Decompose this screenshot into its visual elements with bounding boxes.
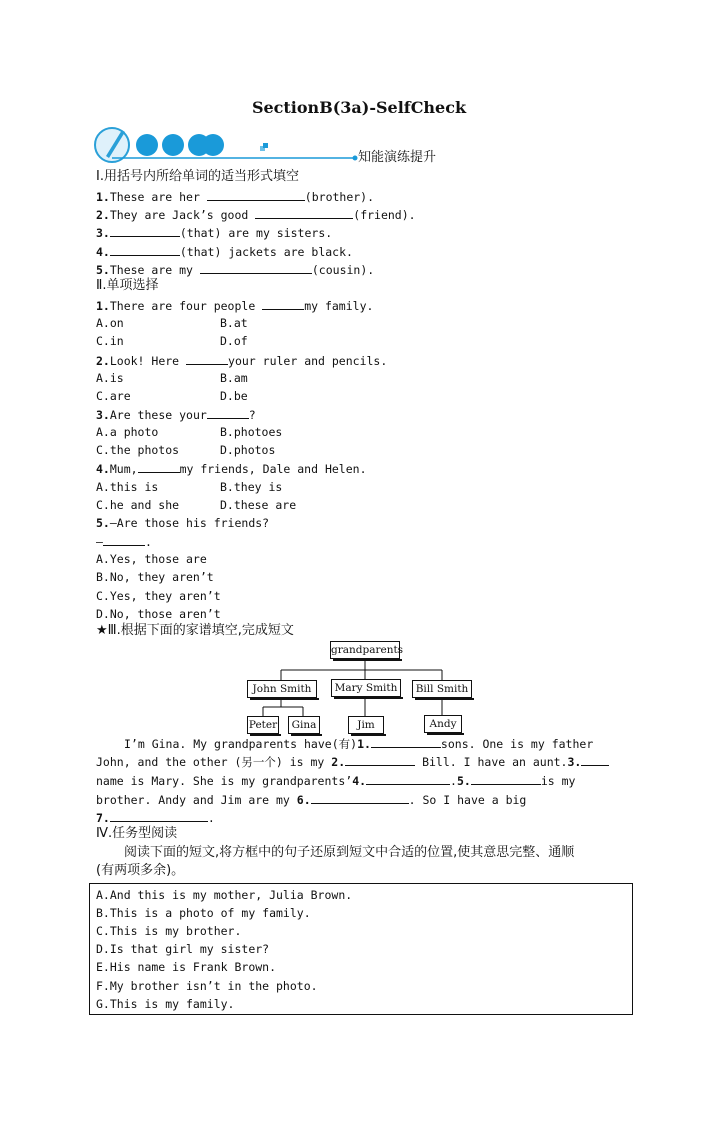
passage-line-3: name is Mary. She is my grandparents’4. .5. is my	[96, 774, 576, 788]
s1-item-4: 4. (that) jackets are black.	[96, 245, 353, 259]
option-g: G.This is my family.	[96, 997, 235, 1011]
s2-q4-option-b: B.they is	[220, 480, 283, 494]
banner-label: 知能演练提升	[358, 150, 437, 165]
section-4-instruction-cont: (有两项多余)。	[96, 863, 185, 878]
s2-q5-option-c: C.Yes, they aren’t	[96, 589, 221, 603]
tree-node-john-smith: John Smith	[247, 680, 317, 698]
s2-q5-option-b: B.No, they aren’t	[96, 570, 214, 584]
s2-q3: 3.Are these your ?	[96, 408, 256, 422]
s1-item-2: 2.They are Jack’s good (friend).	[96, 208, 416, 222]
option-f: F.My brother isn’t in the photo.	[96, 979, 318, 993]
s2-q2-option-c: C.are	[96, 389, 131, 403]
tree-node-bill-smith: Bill Smith	[412, 680, 472, 698]
option-b: B.This is a photo of my family.	[96, 906, 311, 920]
tree-node-mary-smith: Mary Smith	[331, 679, 401, 697]
s2-q3-option-d: D.photos	[220, 443, 276, 457]
passage-line-1: I’m Gina. My grandparents have(有)1. sons. One is my father	[124, 737, 594, 751]
s2-q5-option-a: A.Yes, those are	[96, 552, 207, 566]
s2-q1-option-d: D.of	[220, 334, 248, 348]
s2-q1-option-b: B.at	[220, 316, 248, 330]
s2-q2-option-a: A.is	[96, 371, 124, 385]
s2-q4-option-d: D.these are	[220, 498, 297, 512]
section-4-instruction: 阅读下面的短文,将方框中的句子还原到短文中合适的位置,使其意思完整、通顺	[124, 845, 575, 860]
section-4-heading: Ⅳ.任务型阅读	[96, 826, 178, 841]
tree-node-gina: Gina	[288, 716, 320, 734]
passage-line-5: 7. .	[96, 811, 215, 825]
s2-q1-option-a: A.on	[96, 316, 124, 330]
option-d: D.Is that girl my sister?	[96, 942, 270, 956]
section-3-heading: ★Ⅲ.根据下面的家谱填空,完成短文	[96, 623, 294, 638]
section-2-heading: Ⅱ.单项选择	[96, 278, 159, 293]
passage-line-4: brother. Andy and Jim are my 6. . So I have a big	[96, 793, 527, 807]
s2-q5-option-d: D.No, those aren’t	[96, 607, 221, 621]
s2-q5-answer-line: — .	[96, 535, 152, 549]
passage-line-2: John, and the other (另一个) is my 2. Bill. I have an aunt.3.	[96, 754, 609, 769]
s2-q4-option-c: C.he and she	[96, 498, 180, 512]
page-title: SectionB(3a)-SelfCheck	[251, 98, 467, 117]
s2-q3-option-b: B.photoes	[220, 425, 283, 439]
s2-q3-option-c: C.the photos	[96, 443, 180, 457]
section-1-heading: Ⅰ.用括号内所给单词的适当形式填空	[96, 169, 299, 184]
tree-node-peter: Peter	[247, 716, 279, 734]
s2-q3-option-a: A.a photo	[96, 425, 159, 439]
s2-q5: 5.—Are those his friends?	[96, 516, 270, 530]
s2-q4-option-a: A.this is	[96, 480, 159, 494]
s2-q2-option-b: B.am	[220, 371, 248, 385]
s1-item-5: 5.These are my (cousin).	[96, 263, 375, 277]
s2-q4: 4.Mum, my friends, Dale and Helen.	[96, 462, 367, 476]
s2-q2: 2.Look! Here your ruler and pencils.	[96, 354, 388, 368]
tree-node-andy: Andy	[424, 715, 462, 733]
s2-q2-option-d: D.be	[220, 389, 248, 403]
option-e: E.His name is Frank Brown.	[96, 960, 277, 974]
tree-node-jim: Jim	[348, 716, 384, 734]
option-a: A.And this is my mother, Julia Brown.	[96, 888, 353, 902]
s2-q1: 1.There are four people my family.	[96, 299, 374, 313]
tree-node-grandparents: grandparents	[330, 641, 400, 659]
option-c: C.This is my brother.	[96, 924, 242, 938]
s1-item-1: 1.These are her (brother).	[96, 190, 375, 204]
s2-q1-option-c: C.in	[96, 334, 124, 348]
s1-item-3: 3. (that) are my sisters.	[96, 226, 333, 240]
